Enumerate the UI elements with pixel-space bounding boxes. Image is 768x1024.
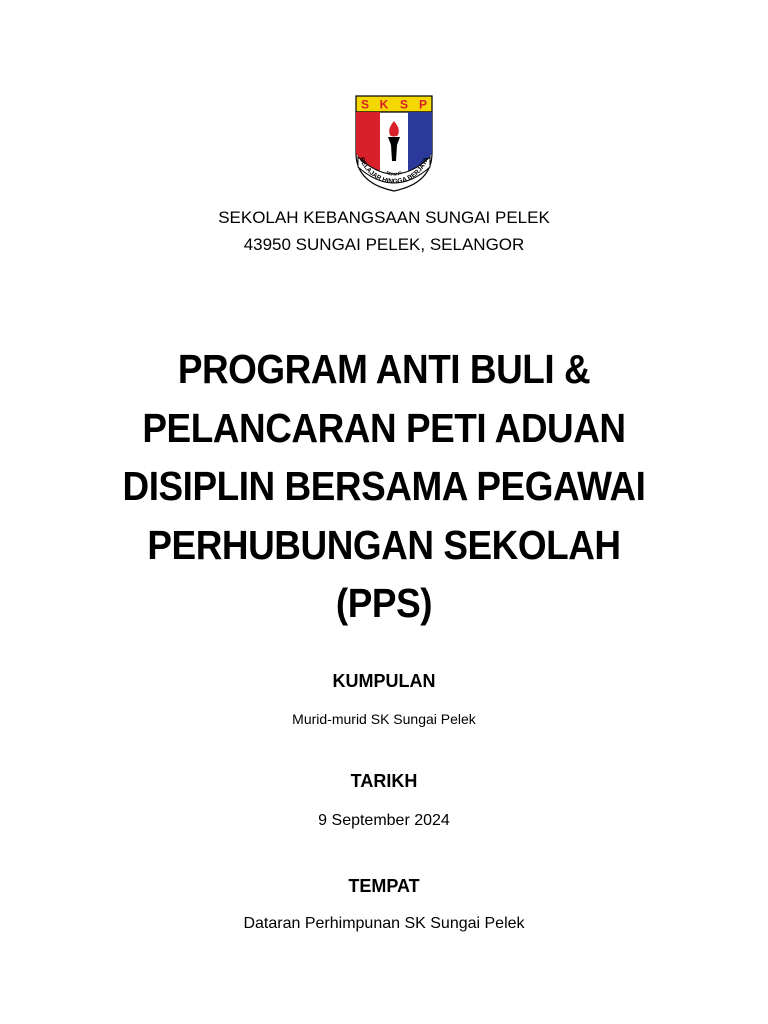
school-address: 43950 SUNGAI PELEK, SELANGOR <box>243 235 525 254</box>
tarikh-heading: TARIKH <box>350 771 418 791</box>
crest-letter-2: K <box>379 97 389 112</box>
tempat-value: Dataran Perhimpunan SK Sungai Pelek <box>243 915 525 932</box>
program-title-line-5: (PPS) <box>335 580 433 626</box>
school-crest-logo <box>354 95 434 199</box>
tempat-heading: TEMPAT <box>348 876 420 896</box>
kumpulan-value: Murid-murid SK Sungai Pelek <box>292 711 476 727</box>
school-name: SEKOLAH KEBANGSAAN SUNGAI PELEK <box>218 208 550 227</box>
program-title <box>74 340 693 633</box>
crest-letter-3: S <box>399 97 409 112</box>
program-title-line-3: DISIPLIN BERSAMA PEGAWAI <box>122 463 646 509</box>
program-title-line-1: PROGRAM ANTI BULI & <box>177 346 591 392</box>
crest-arc-top-text: SEPANG <box>385 169 403 177</box>
kumpulan-heading: KUMPULAN <box>332 671 436 691</box>
crest-letter-4: P <box>418 97 428 112</box>
crest-letter-1: S <box>360 97 370 112</box>
tarikh-value: 9 September 2024 <box>318 812 450 829</box>
program-title-line-4: PERHUBUNGAN SEKOLAH <box>147 521 621 568</box>
program-title-line-2: PELANCARAN PETI ADUAN <box>142 404 626 451</box>
crest-motto-text: BELAJAR HINGGA BERJAYA <box>357 156 431 186</box>
